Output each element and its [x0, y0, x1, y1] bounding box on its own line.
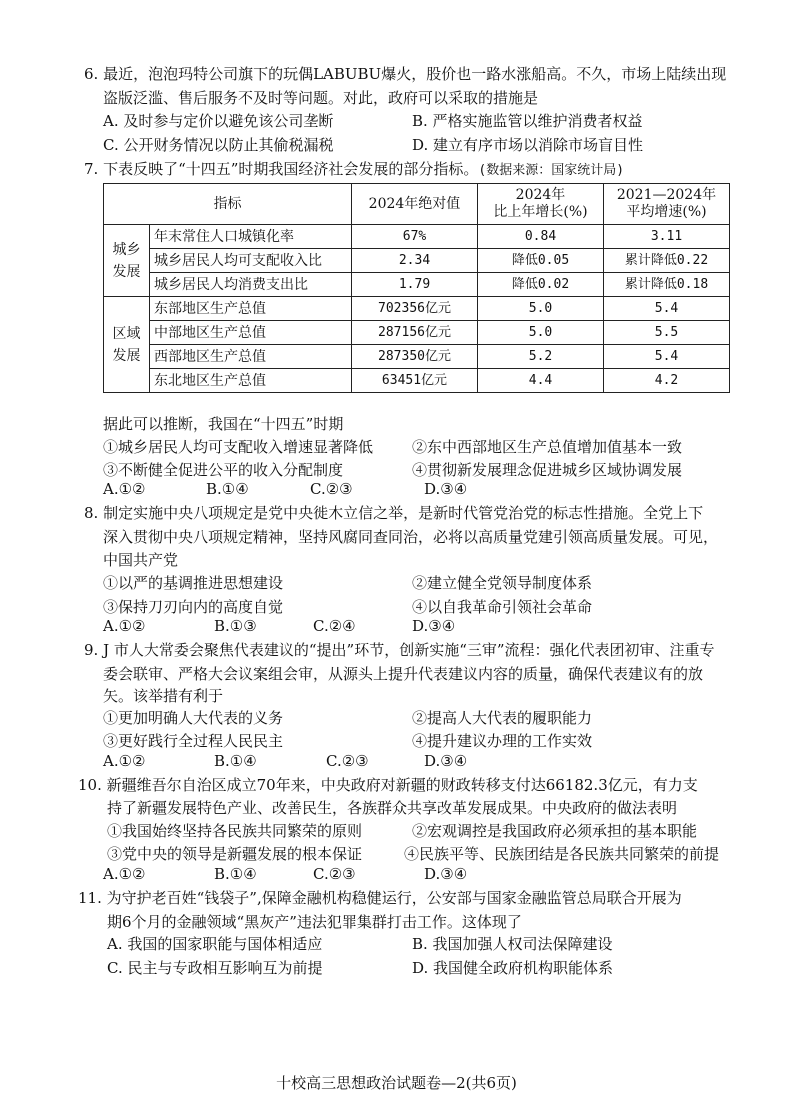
header-avg-l1: 2021—2024年: [616, 187, 717, 203]
q6-stem-line1: 6. 最近，泡泡玛特公司旗下的玩偶LABUBU爆火，股价也一路水涨船高。不久，市场上陆续出现: [84, 65, 727, 83]
row-value: 287156亿元: [352, 321, 478, 345]
row-avg: 5.4: [604, 297, 730, 321]
group-regional: [104, 297, 150, 393]
row-yoy: 5.2: [478, 345, 604, 369]
group-label-l2: 发展: [112, 263, 141, 280]
q9-stem-line1: 9. J 市人大常委会聚焦代表建议的“提出”环节，创新实施“三审”流程：强化代表团初审、注重专: [84, 641, 715, 659]
row-label: 中部地区生产总值: [150, 321, 352, 345]
q9-statement-4: ④提升建议办理的工作实效: [412, 732, 593, 750]
group-label-l1: 区域: [112, 325, 141, 342]
q8-statement-1: ①以严的基调推进思想建设: [103, 574, 284, 592]
q7-statement-3: ③不断健全促进公平的收入分配制度: [103, 461, 344, 479]
row-avg: 5.4: [604, 345, 730, 369]
q10-choice-d: D.③④: [424, 865, 468, 883]
q10-statement-2: ②宏观调控是我国政府必须承担的基本职能: [412, 822, 698, 840]
q8-statement-3: ③保持刀刃向内的高度自觉: [103, 598, 284, 616]
q8-choice-b: B.①③: [214, 617, 257, 635]
row-label: 城乡居民人均消费支出比: [150, 273, 352, 297]
header-yoy: [478, 184, 604, 225]
q6-option-c: C. 公开财务情况以防止其偷税漏税: [103, 136, 334, 154]
row-yoy: 4.4: [478, 369, 604, 393]
header-yoy-l1: 2024年: [515, 187, 566, 203]
row-avg: 累计降低0.18: [604, 273, 730, 297]
q9-choice-c: C.②③: [326, 752, 369, 770]
q10-statement-1: ①我国始终坚持各民族共同繁荣的原则: [107, 822, 363, 840]
q7-choice-a: A.①②: [103, 480, 146, 498]
q10-choice-b: B.①④: [214, 865, 257, 883]
q9-choice-a: A.①②: [103, 752, 146, 770]
indicator-table: [103, 183, 730, 393]
q7-statement-4: ④贯彻新发展理念促进城乡区域协调发展: [412, 461, 683, 479]
q11-option-d: D. 我国健全政府机构职能体系: [412, 959, 614, 977]
row-value: 287350亿元: [352, 345, 478, 369]
q6-stem-line2: 盗版泛滥、售后服务不及时等问题。对此，政府可以采取的措施是: [103, 89, 539, 107]
q7-statement-2: ②东中西部地区生产总值增加值基本一致: [412, 438, 683, 456]
group-label-l2: 发展: [112, 347, 141, 364]
header-avg: [604, 184, 730, 225]
q7-source: (数据来源：国家统计局): [478, 163, 625, 178]
row-yoy: 降低0.05: [478, 249, 604, 273]
row-label: 东部地区生产总值: [150, 297, 352, 321]
q6-option-a: A. 及时参与定价以避免该公司垄断: [103, 112, 334, 130]
q8-stem-line1: 8. 制定实施中央八项规定是党中央徙木立信之举，是新时代管党治党的标志性措施。全党上下: [84, 504, 704, 522]
q8-choice-a: A.①②: [103, 617, 146, 635]
q8-choice-d: D.③④: [412, 617, 456, 635]
q9-statement-2: ②提高人大代表的履职能力: [412, 709, 593, 727]
header-2024-value: 2024年绝对值: [352, 184, 478, 225]
q11-stem-line1: 11. 为守护老百姓“钱袋子”,保障金融机构稳健运行，公安部与国家金融监管总局联合开展为: [78, 889, 682, 907]
row-label: 城乡居民人均可支配收入比: [150, 249, 352, 273]
row-yoy: 5.0: [478, 297, 604, 321]
q7-after: 据此可以推断，我国在“十四五”时期: [103, 415, 344, 433]
table-row: [104, 273, 730, 297]
table-row: [104, 369, 730, 393]
header-yoy-l2: 比上年增长(%): [493, 204, 588, 220]
q10-statement-4: ④民族平等、民族团结是各民族共同繁荣的前提: [404, 845, 720, 863]
row-avg: 5.5: [604, 321, 730, 345]
q10-statement-3: ③党中央的领导是新疆发展的根本保证: [107, 845, 363, 863]
q9-statement-1: ①更加明确人大代表的义务: [103, 709, 284, 727]
row-avg: 3.11: [604, 225, 730, 249]
q8-statement-2: ②建立健全党领导制度体系: [412, 574, 593, 592]
q6-option-b: B. 严格实施监管以维护消费者权益: [412, 112, 643, 130]
q8-stem-line2: 深入贯彻中央八项规定精神，坚持风腐同查同治，必将以高质量党建引领高质量发展。可见，: [103, 528, 719, 546]
row-label: 年末常住人口城镇化率: [150, 225, 352, 249]
table-row: [104, 321, 730, 345]
q7-choice-d: D.③④: [424, 480, 468, 498]
row-value: 2.34: [352, 249, 478, 273]
q10-choice-a: A.①②: [103, 865, 146, 883]
row-value: 63451亿元: [352, 369, 478, 393]
q11-option-b: B. 我国加强人权司法保障建设: [412, 935, 613, 953]
q11-option-a: A. 我国的国家职能与国体相适应: [107, 935, 323, 953]
row-value: 1.79: [352, 273, 478, 297]
q7-choice-c: C.②③: [310, 480, 353, 498]
q9-stem-line3: 矢。该举措有利于: [103, 687, 224, 705]
row-label: 东北地区生产总值: [150, 369, 352, 393]
table-row: [104, 297, 730, 321]
q11-stem-line2: 期6个月的金融领域“黑灰产”违法犯罪集群打击工作。这体现了: [107, 913, 522, 931]
table-row: [104, 345, 730, 369]
row-label: 西部地区生产总值: [150, 345, 352, 369]
q7-stem: [84, 159, 624, 181]
q7-statement-1: ①城乡居民人均可支配收入增速显著降低: [103, 438, 374, 456]
q6-option-d: D. 建立有序市场以消除市场盲目性: [412, 136, 644, 154]
q9-statement-3: ③更好践行全过程人民民主: [103, 732, 284, 750]
q8-choice-c: C.②④: [313, 617, 356, 635]
group-urban-rural: [104, 225, 150, 297]
q8-statement-4: ④以自我革命引领社会革命: [412, 598, 593, 616]
q10-stem-line2: 持了新疆发展特色产业、改善民生，各族群众共享改革发展成果。中央政府的做法表明: [107, 799, 678, 817]
table-row: [104, 249, 730, 273]
q7-choice-b: B.①④: [206, 480, 249, 498]
q9-stem-line2: 委会联审、严格大会议案组会审，从源头上提升代表建议内容的质量，确保代表建议有的放: [103, 665, 704, 683]
page-footer: 十校高三思想政治试题卷—2(共6页): [276, 1074, 517, 1092]
q7-stem-text: 7. 下表反映了“十四五”时期我国经济社会发展的部分指标。: [84, 160, 479, 178]
row-yoy: 降低0.02: [478, 273, 604, 297]
q11-option-c: C. 民主与专政相互影响互为前提: [107, 959, 323, 977]
header-avg-l2: 平均增速(%): [626, 204, 707, 220]
table-header-row: [104, 184, 730, 225]
header-indicator: 指标: [104, 184, 352, 225]
table-row: [104, 225, 730, 249]
row-yoy: 0.84: [478, 225, 604, 249]
row-value: 702356亿元: [352, 297, 478, 321]
row-value: 67%: [352, 225, 478, 249]
q9-choice-d: D.③④: [424, 752, 468, 770]
q10-stem-line1: 10. 新疆维吾尔自治区成立70年来，中央政府对新疆的财政转移支付达66182.3亿元，有力支: [78, 776, 698, 794]
q9-choice-b: B.①④: [214, 752, 257, 770]
q10-choice-c: C.②③: [313, 865, 356, 883]
q8-stem-line3: 中国共产党: [103, 551, 179, 569]
row-avg: 累计降低0.22: [604, 249, 730, 273]
group-label-l1: 城乡: [112, 241, 141, 258]
row-yoy: 5.0: [478, 321, 604, 345]
row-avg: 4.2: [604, 369, 730, 393]
